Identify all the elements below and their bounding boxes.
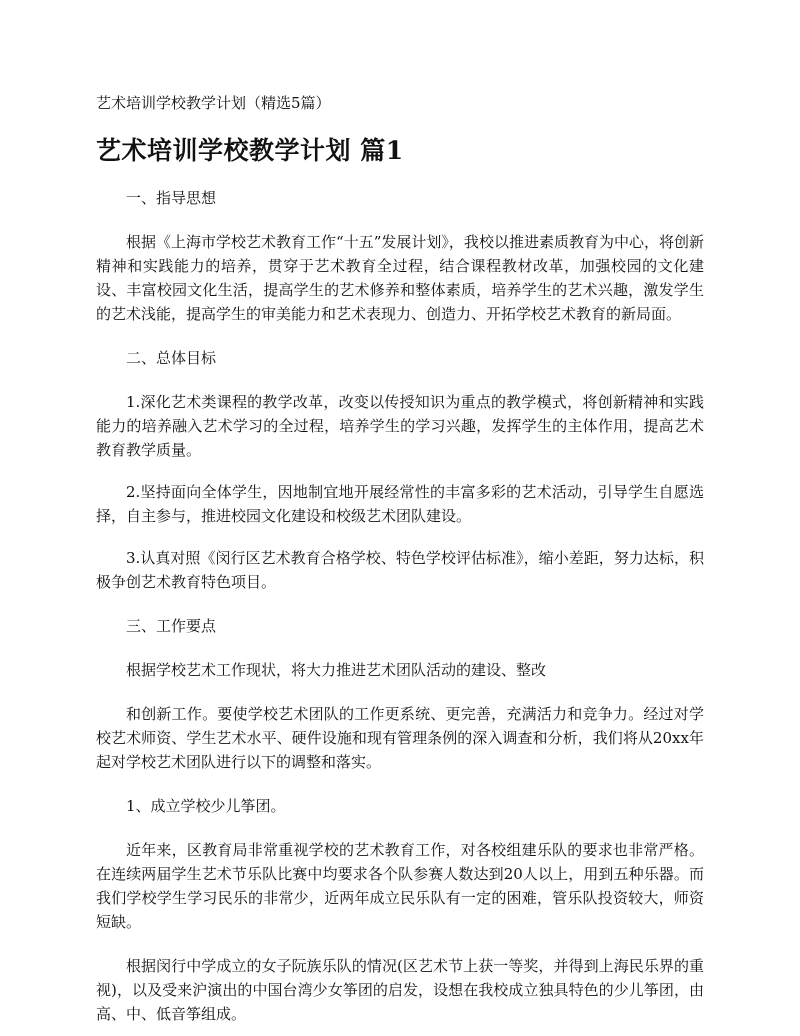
paragraph-background: 近年来，区教育局非常重视学校的艺术教育工作，对各校组建乐队的要求也非常严格。在连续两届学生艺术节乐队比赛中均要求各个队参赛人数达到20人以上，用到五种乐器。而我们学校学生学习民乐的非常少，近两年成立民乐队有一定的困难，管乐队投资较大，师资短缺。 (96, 841, 704, 931)
section-title-goals: 二、总体目标 (126, 349, 217, 367)
goal-item-2: 2.坚持面向全体学生，因地制宜地开展经常性的丰富多彩的艺术活动，引导学生自愿选择，自主参与，推进校园文化建设和校级艺术团队建设。 (96, 483, 704, 525)
article-heading: 艺术培训学校教学计划 篇1 (96, 136, 404, 165)
goal-item-1: 1.深化艺术类课程的教学改革，改变以传授知识为重点的教学模式，将创新精神和实践能力的培养融入艺术学习的全过程，培养学生的学习兴趣，发挥学生的主体作用，提高艺术教育教学质量。 (96, 393, 704, 459)
item-title-zheng-troupe: 1、成立学校少儿筝团。 (126, 797, 286, 815)
section-title-guiding: 一、指导思想 (126, 189, 217, 207)
section-title-key-points: 三、工作要点 (126, 617, 217, 635)
paragraph-key-points-b: 和创新工作。要使学校艺术团队的工作更系统、更完善，充满活力和竞争力。经过对学校艺术师资、学生艺术水平、硬件设施和现有管理条例的深入调查和分析，我们将从20xx年起对学校艺术团队进行以下的调整和落实。 (96, 705, 704, 771)
paragraph-plan: 根据闵行中学成立的女子阮族乐队的情况(区艺术节上获一等奖，并得到上海民乐界的重视)，以及受来沪演出的中国台湾少女筝团的启发，设想在我校成立独具特色的少儿筝团，由高、中、低音筝组成。 (96, 957, 704, 1023)
document-title: 艺术培训学校教学计划（精选5篇） (96, 94, 331, 112)
goal-item-3: 3.认真对照《闵行区艺术教育合格学校、特色学校评估标准》，缩小差距，努力达标，积极争创艺术教育特色项目。 (96, 549, 704, 591)
paragraph-key-points-a: 根据学校艺术工作现状，将大力推进艺术团队活动的建设、整改 (126, 661, 547, 679)
paragraph-guiding: 根据《上海市学校艺术教育工作“十五”发展计划》，我校以推进素质教育为中心，将创新精神和实践能力的培养，贯穿于艺术教育全过程，结合课程教材改革，加强校园的文化建设、丰富校园文化生活，提高学生的艺术修养和整体素质，培养学生的艺术兴趣，激发学生的艺术浅能，提高学生的审美能力和艺术表现力、创造力、开拓学校艺术教育的新局面。 (96, 233, 704, 323)
